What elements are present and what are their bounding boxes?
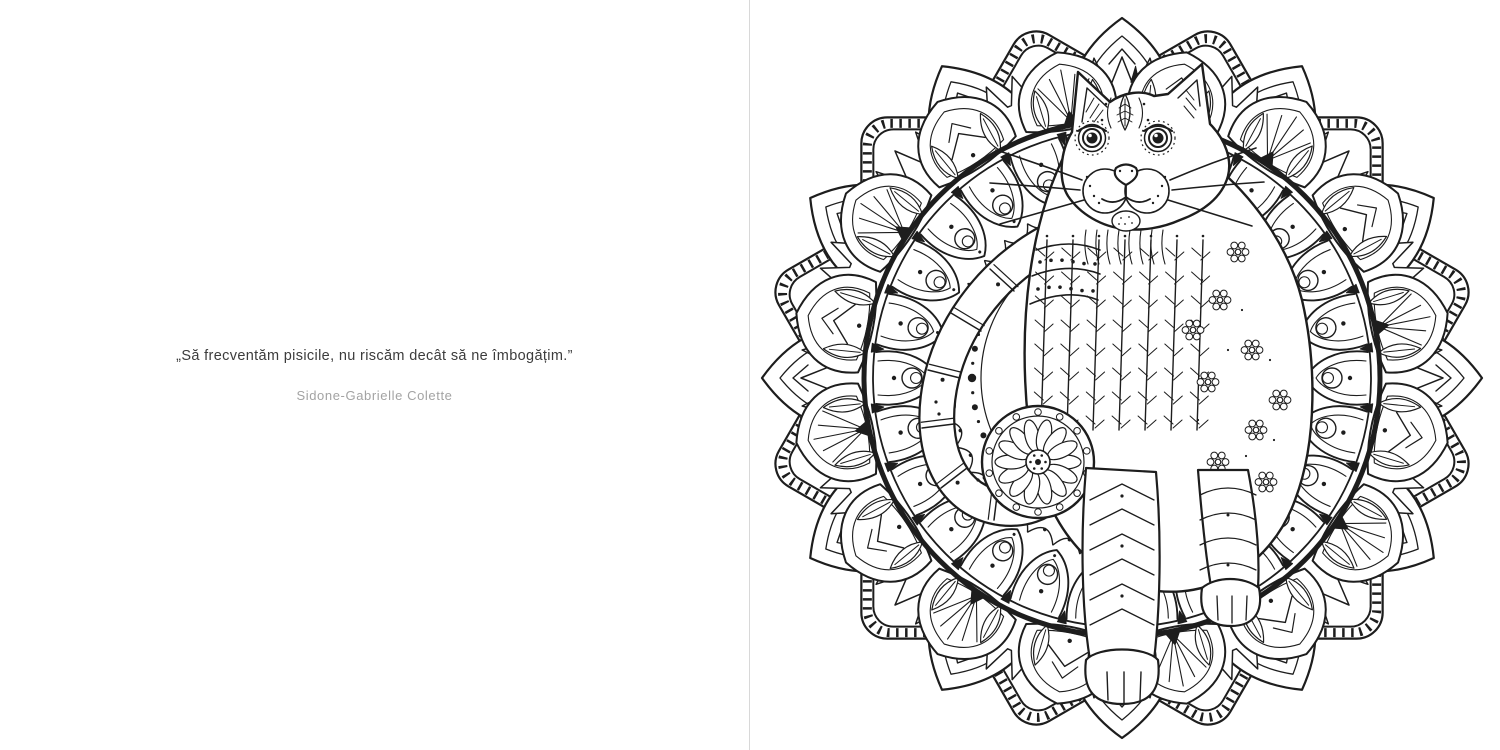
left-page xyxy=(0,0,749,750)
right-page xyxy=(750,0,1500,750)
quote-text: „Să frecventăm pisicile, nu riscăm decât să ne îmbogățim.” xyxy=(176,348,573,364)
quote-attribution: Sidone-Gabrielle Colette xyxy=(296,388,453,403)
cat-mandala-illustration xyxy=(750,0,1500,750)
